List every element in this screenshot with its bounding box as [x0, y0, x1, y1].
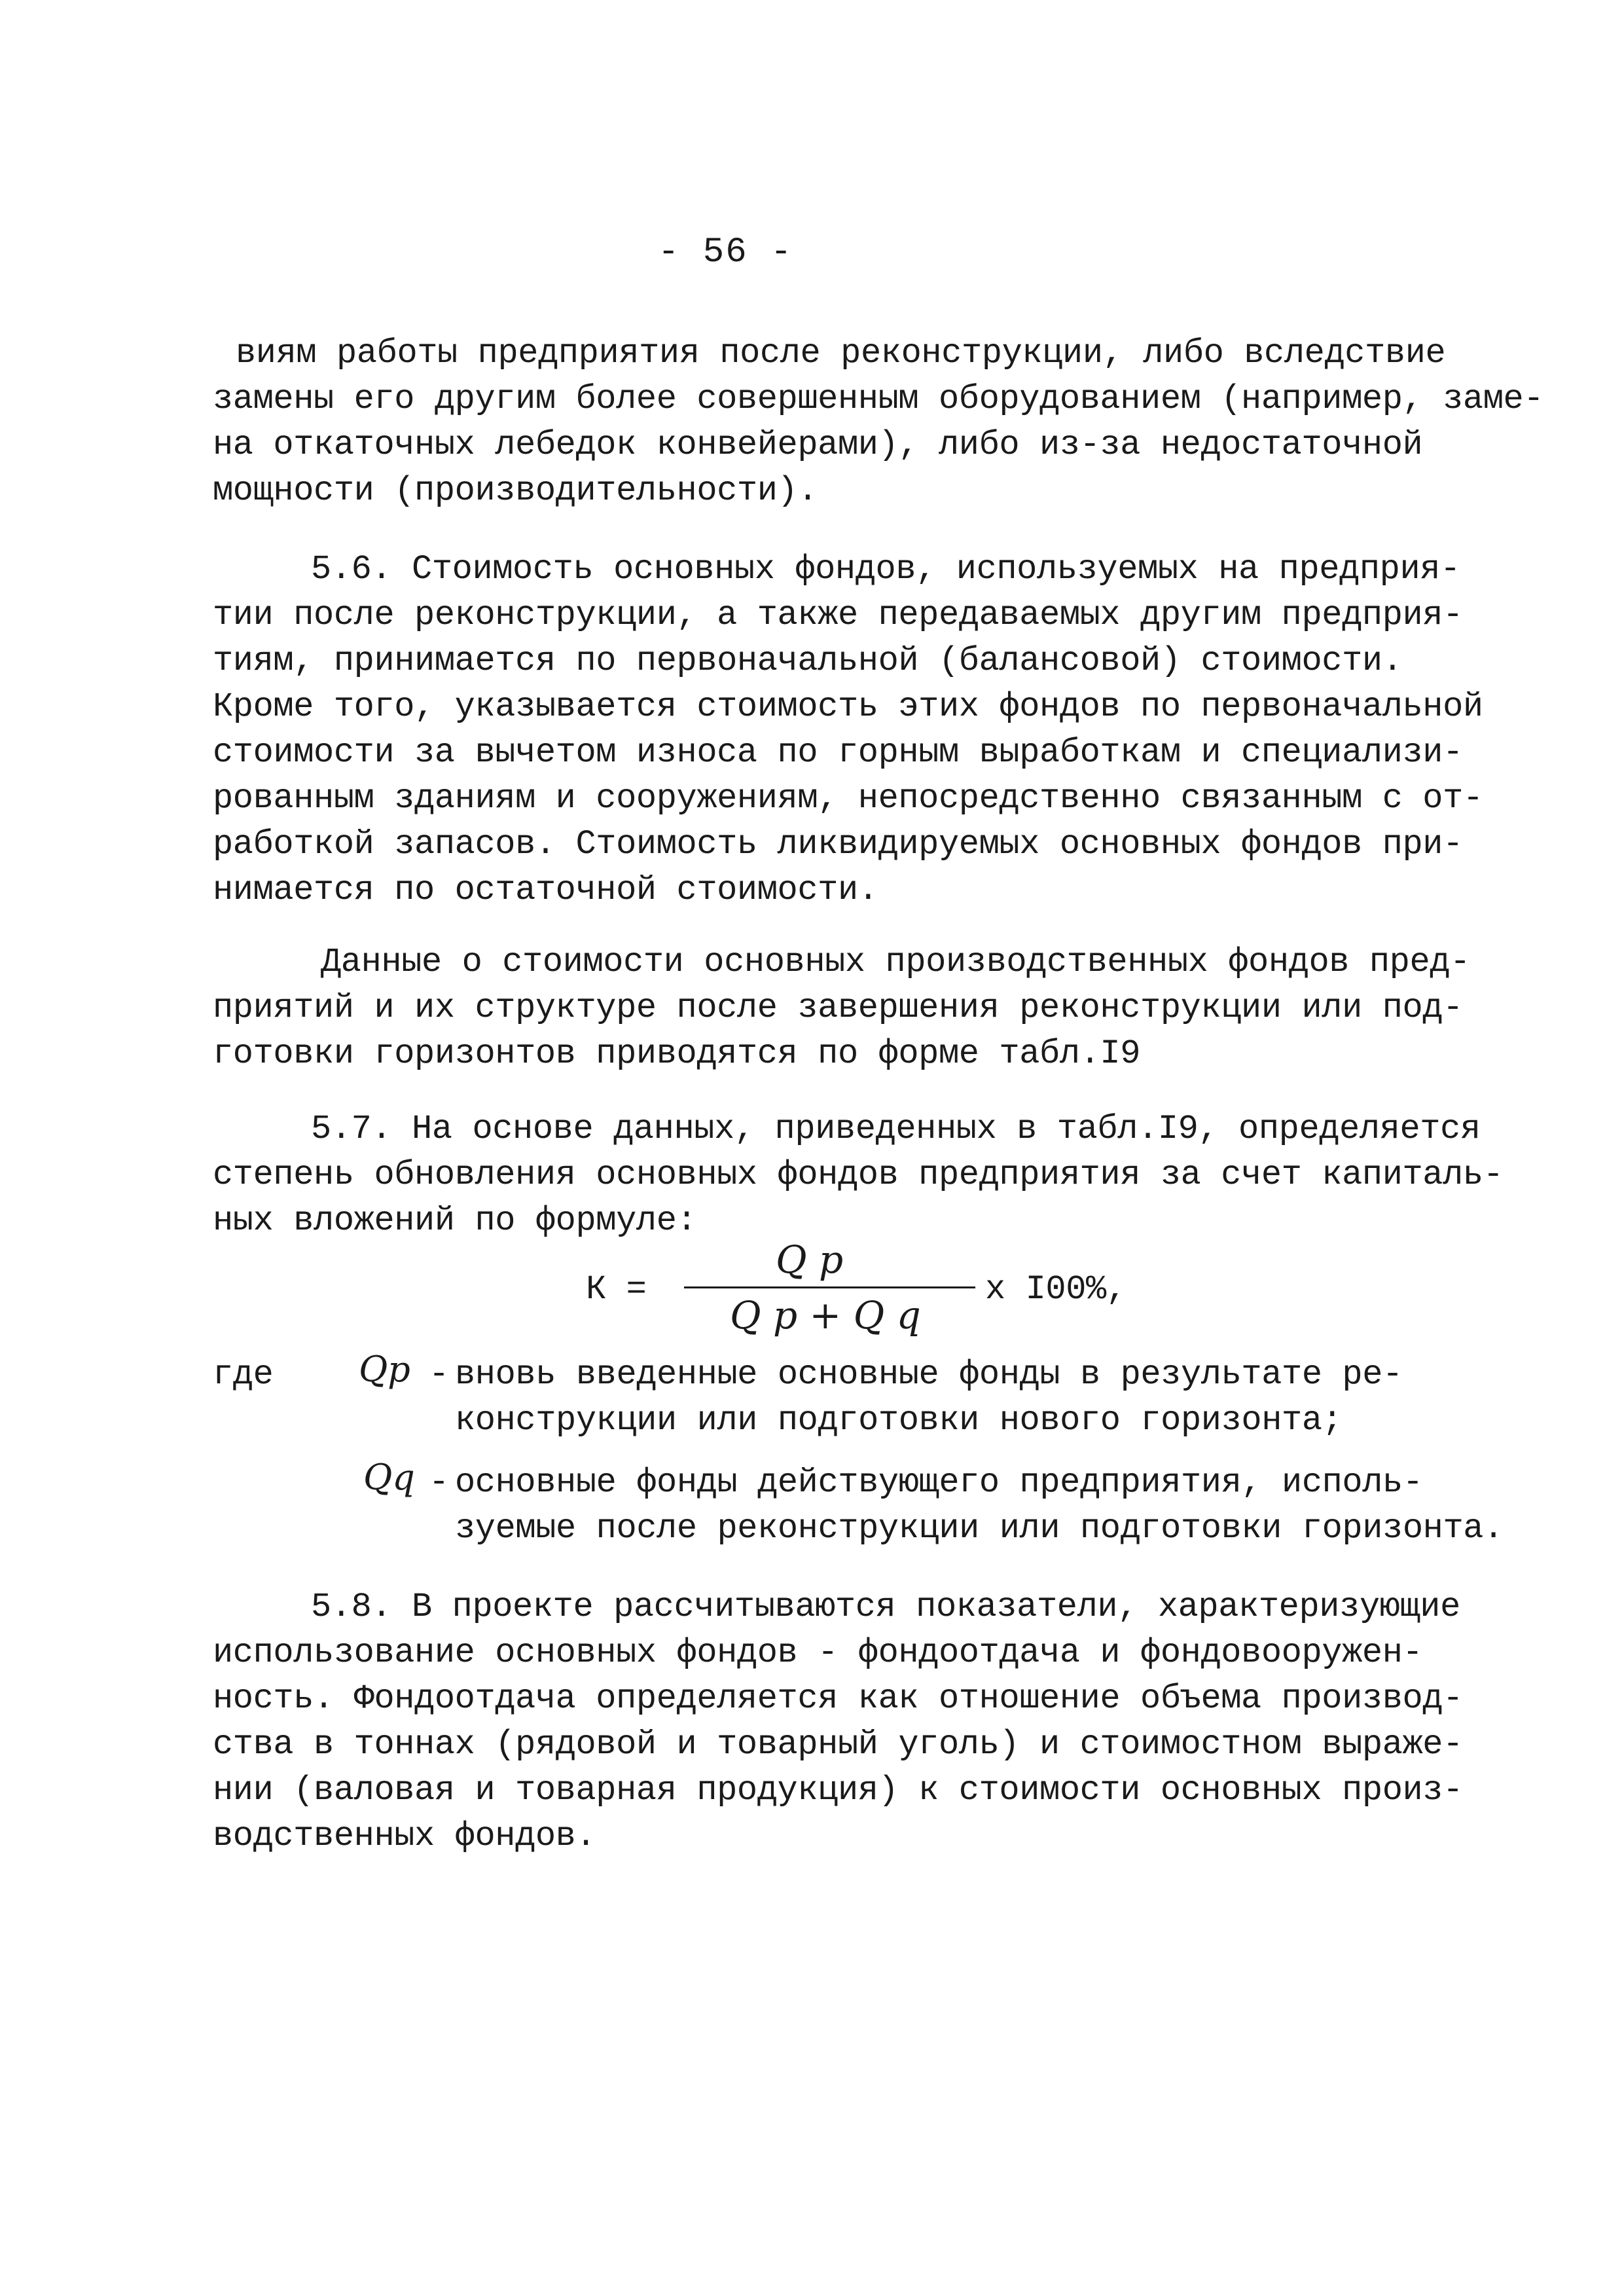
text-line: рованным зданиям и сооружениям, непосредственно связанным с от-	[213, 779, 1483, 818]
symbol-qp: Qp	[359, 1349, 410, 1390]
text-line: ства в тоннах (рядовой и товарный уголь) и стоимостном выраже-	[213, 1725, 1463, 1764]
text-line: нимается по остаточной стоимости.	[213, 871, 878, 909]
text-line: приятий и их структуре после завершения реконструкции или под-	[213, 989, 1463, 1027]
text-line: Данные о стоимости основных производственных фондов пред-	[321, 943, 1470, 981]
symbol-qq: Qq	[363, 1457, 415, 1498]
formula-multiplier: x I00%,	[985, 1270, 1127, 1309]
text-line: 5.8. В проекте рассчитываются показатели, характеризующие	[311, 1588, 1460, 1626]
text-line: ность. Фондоотдача определяется как отношение объема производ-	[213, 1679, 1463, 1718]
text-line: стоимости за вычетом износа по горным выработкам и специализи-	[213, 733, 1463, 772]
text-line: нии (валовая и товарная продукция) к стоимости основных произ-	[213, 1771, 1463, 1810]
text-line: основные фонды действующего предприятия, исполь-	[455, 1463, 1423, 1502]
text-line: работкой запасов. Стоимость ликвидируемых основных фондов при-	[213, 825, 1463, 864]
formula-lhs: К =	[586, 1270, 647, 1309]
definition-dash: -	[429, 1463, 449, 1502]
definition-dash: -	[429, 1355, 449, 1394]
text-line: тиям, принимается по первоначальной (балансовой) стоимости.	[213, 642, 1403, 680]
text-line: зуемые после реконструкции или подготовки горизонта.	[455, 1509, 1504, 1548]
text-line: вновь введенные основные фонды в результате ре-	[455, 1355, 1403, 1394]
text-line: мощности (производительности).	[213, 471, 818, 510]
text-line: замены его другим более совершенным оборудованием (например, заме-	[213, 380, 1544, 418]
where-label: где	[213, 1355, 274, 1394]
formula-numerator: Q p	[776, 1237, 844, 1282]
text-line: на откаточных лебедок конвейерами), либо из-за недостаточной	[213, 426, 1423, 464]
fraction-bar	[684, 1286, 975, 1288]
text-line: водственных фондов.	[213, 1817, 596, 1855]
text-line: использование основных фондов - фондоотдача и фондовооружен-	[213, 1633, 1423, 1672]
text-line: 5.6. Стоимость основных фондов, используемых на предприя-	[311, 550, 1460, 589]
text-line: степень обновления основных фондов предприятия за счет капиталь-	[213, 1156, 1504, 1194]
page-number: - 56 -	[658, 232, 793, 272]
text-line: конструкции или подготовки нового горизонта;	[455, 1401, 1343, 1440]
formula-denominator: Q p + Q q	[730, 1293, 921, 1338]
text-line: виям работы предприятия после реконструкции, либо вследствие	[236, 334, 1446, 373]
text-line: тии после реконструкции, а также передаваемых другим предприя-	[213, 596, 1463, 634]
text-line: 5.7. На основе данных, приведенных в табл.I9, определяется	[311, 1110, 1481, 1148]
text-line: Кроме того, указывается стоимость этих фондов по первоначальной	[213, 687, 1483, 726]
text-line: готовки горизонтов приводятся по форме табл.I9	[213, 1034, 1141, 1073]
text-line: ных вложений по формуле:	[213, 1201, 697, 1240]
